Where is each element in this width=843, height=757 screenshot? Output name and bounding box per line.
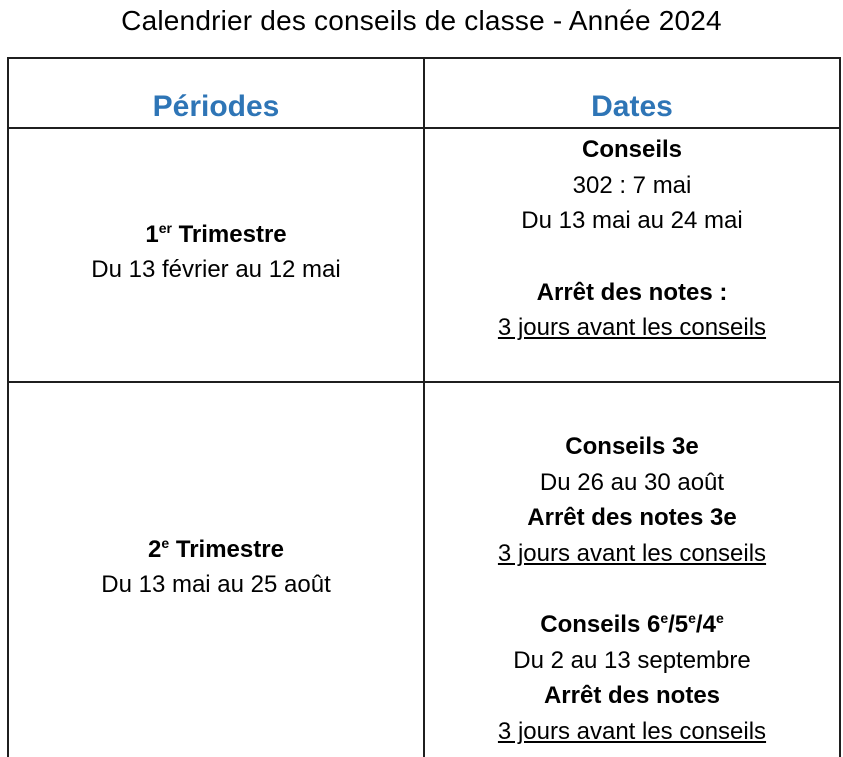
conseils-3e-range: Du 26 au 30 août [539, 468, 725, 496]
notes-stop-title: Arrêt des notes : [536, 278, 728, 306]
notes-3e-rule: 3 jours avant les conseils [497, 539, 767, 567]
conseils-title: Conseils [581, 136, 683, 163]
page-title: Calendrier des conseils de classe - Année 2024 [121, 5, 722, 36]
period-label: 1er Trimestre [145, 219, 287, 248]
conseils-other-title: Conseils 6e/5e/4e [540, 610, 724, 638]
notes-other-title: Arrêt des notes [543, 682, 721, 709]
conseils-range: Du 13 mai au 24 mai [521, 207, 743, 234]
period-label: 2e Trimestre [148, 534, 284, 563]
conseils-other-range: Du 2 au 13 septembre [513, 646, 751, 674]
header-dates: Dates [424, 58, 840, 128]
period-cell-trimester-2 [8, 382, 424, 757]
table-row [8, 128, 840, 382]
spacer [425, 571, 839, 607]
notes-other-rule: 3 jours avant les conseils [497, 717, 767, 745]
table-header-row [8, 58, 840, 128]
period-cell-trimester-1 [8, 128, 424, 382]
period-range: Du 13 février au 12 mai [91, 256, 341, 283]
notes-3e-title: Arrêt des notes 3e [527, 504, 737, 531]
council-calendar-table [7, 57, 841, 757]
period-range: Du 13 mai au 25 août [101, 571, 331, 598]
dates-cell-trimester-1 [424, 128, 840, 382]
conseils-3e-title: Conseils 3e [565, 433, 699, 460]
conseils-302-date: 302 : 7 mai [572, 171, 692, 199]
spacer [425, 239, 839, 275]
notes-stop-rule: 3 jours avant les conseils [497, 314, 767, 341]
header-periods: Périodes [8, 58, 424, 128]
dates-cell-trimester-2 [424, 382, 840, 757]
table-row [8, 382, 840, 757]
